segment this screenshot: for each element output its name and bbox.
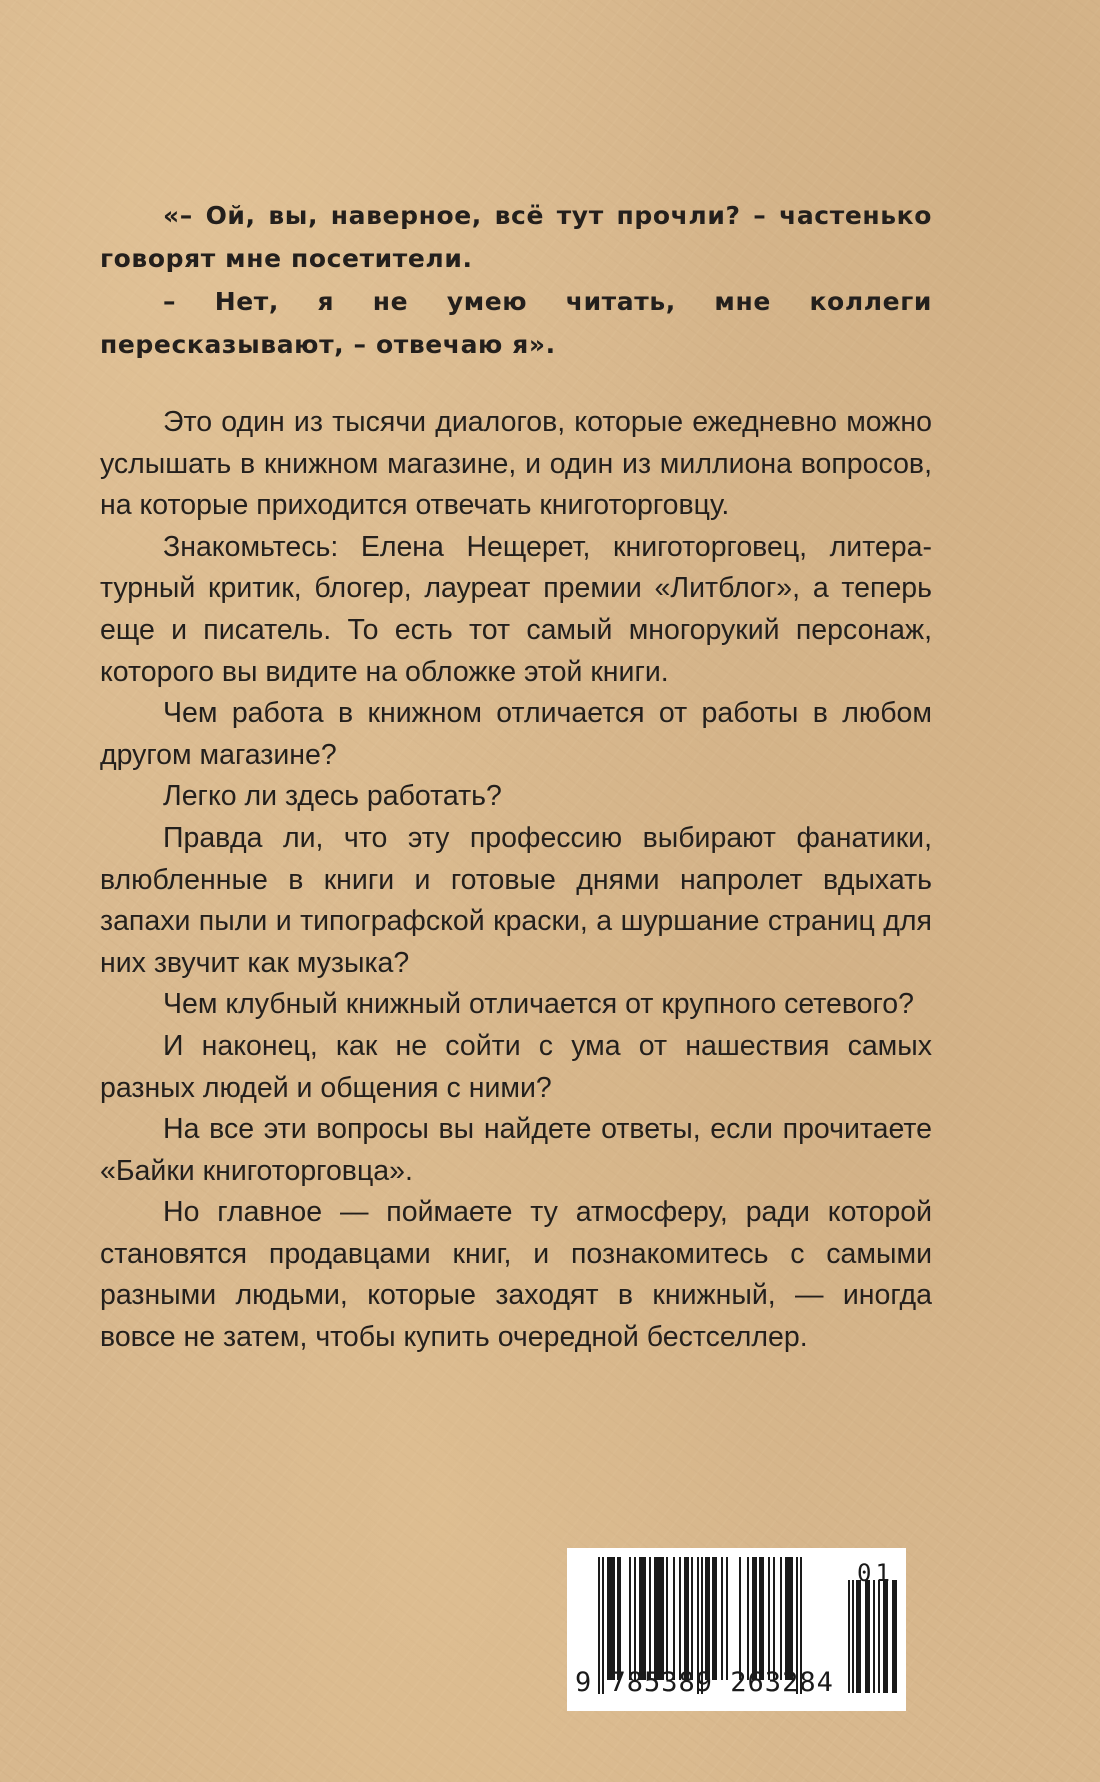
lead-quote-line: – Нет, я не умею читать, мне коллеги пересказывают, – отвечаю я». — [100, 287, 932, 359]
isbn-barcode — [567, 1548, 906, 1711]
lead-quote — [100, 194, 932, 366]
blurb-paragraph: На все эти вопросы вы найдете ответы, если прочитаете «Байки книготорговца». — [100, 1113, 932, 1187]
blurb-paragraph: Чем работа в книжном отличается от работы в любом другом магазине? — [100, 697, 932, 771]
blurb-paragraph: Знакомьтесь: Елена Нещерет, книготорговец, литературный критик, блогер, лауреат премии «Литблог», а теперь еще и писатель. То есть тот самый многорукий персонаж, которого вы видите на обложке этой книги. — [100, 530, 932, 688]
barcode-addon-number: 01 — [857, 1559, 894, 1587]
blurb-paragraph: Правда ли, что эту профессию выбирают фанатики, влюбленные в книги и готовые днями напролет вдыхать запахи пыли и типографской краски, а шуршание страниц для них звучит как музыка? — [100, 821, 932, 979]
blurb-text — [100, 402, 932, 1359]
blurb-paragraph: Чем клубный книжный отличается от крупного сетевого? — [163, 988, 915, 1021]
blurb-paragraph: Это один из тысячи диалогов, которые ежедневно можно услышать в книжном магазине, и один из миллиона вопросов, на которые приходится отвечать книготорговцу. — [100, 406, 932, 522]
blurb-paragraph: Но главное — поймаете ту атмосферу, ради которой становятся продавцами книг, и познакомитесь с самыми разными людьми, которые заходят в книжный, — иногда вовсе не затем, чтобы купить очередной бестселлер. — [100, 1196, 932, 1354]
lead-quote-line: «– Ой, вы, наверное, всё тут прочли? – частенько говорят мне посетители. — [100, 201, 932, 273]
isbn-number: 9 785389 263284 — [575, 1667, 834, 1698]
blurb-paragraph: Легко ли здесь работать? — [163, 780, 502, 813]
blurb-paragraph: И наконец, как не сойти с ума от нашествия самых разных людей и общения с ними? — [100, 1029, 932, 1104]
